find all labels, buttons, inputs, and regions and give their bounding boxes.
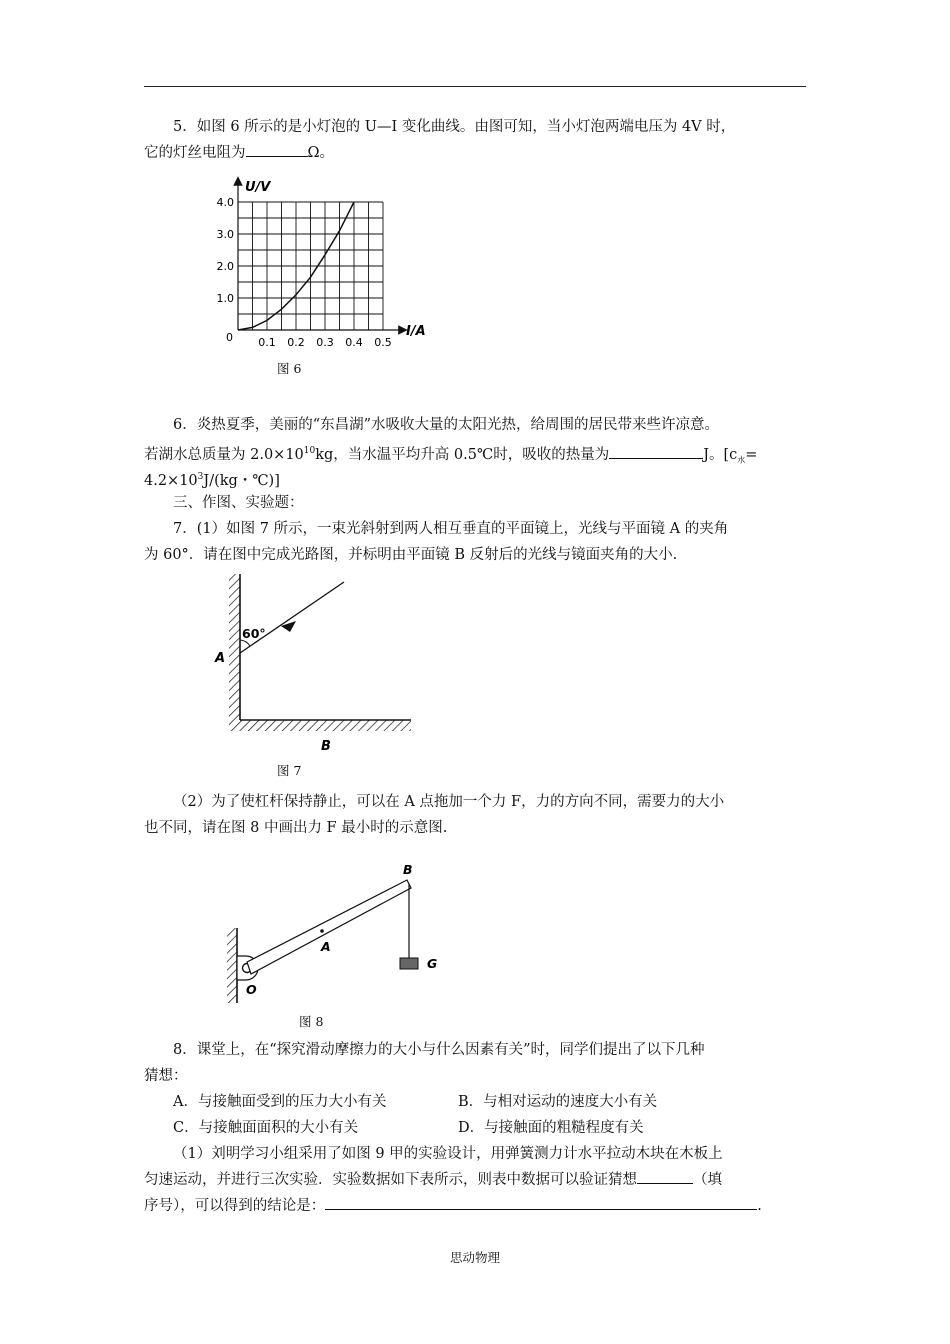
q8-p1-line3: [144, 1193, 806, 1219]
y-tick-label: 3.0: [216, 228, 234, 241]
q6-line2-sup: 10: [303, 446, 316, 456]
y-axis-label: U/V: [245, 180, 271, 195]
wall-hatch: [227, 928, 237, 1003]
q6-line2-post: J。[c: [703, 446, 738, 463]
y-tick-label: 2.0: [216, 260, 234, 273]
mirror-b-hatch: [229, 720, 411, 731]
x-tick-label: 0.5: [374, 336, 392, 349]
q8-p1-line3-pre: 序号），可以得到的结论是：: [144, 1198, 326, 1214]
label-a: A: [321, 939, 331, 954]
q8-conclusion-blank[interactable]: [325, 1194, 757, 1210]
q5-line2-post: Ω。: [307, 145, 335, 161]
mirror-a-label: A: [215, 651, 226, 666]
lever-bar: [247, 880, 411, 974]
angle-label: 60°: [242, 626, 266, 641]
option-b: B．与相对运动的速度大小有关: [458, 1094, 658, 1110]
section3-heading: 三、作图、实验题：: [173, 495, 304, 511]
q8-line2: 猜想：: [144, 1068, 188, 1084]
q7-2-line2: 也不同，请在图 8 中画出力 F 最小时的示意图.: [144, 820, 448, 836]
option-a: A．与接触面受到的压力大小有关: [173, 1094, 387, 1110]
q5-line2-pre: 它的灯丝电阻为: [144, 145, 246, 161]
chart-grid: [238, 202, 383, 330]
fig7-mirrors: [205, 570, 425, 755]
label-g: G: [427, 956, 438, 971]
y-tick-label: 1.0: [216, 292, 234, 305]
option-d: D．与接触面的粗糙程度有关: [458, 1120, 644, 1136]
q6-line2-pre: 若湖水总质量为 2.0×10: [144, 446, 304, 463]
point-a: [320, 929, 324, 933]
q7-2-line1: （2）为了使杠杆保持静止，可以在 A 点拖加一个力 F，力的方向不同，需要力的大小: [173, 794, 725, 810]
y-tick-label: 4.0: [216, 196, 234, 209]
origin-label: 0: [226, 331, 233, 344]
q8-p1-line1: （1）刘明学习小组采用了如图 9 甲的实验设计，用弹簧测力计水平拉动木块在木板上: [173, 1146, 723, 1162]
q6-line2-sub: 水: [737, 455, 746, 465]
option-c: C．与接触面面积的大小有关: [173, 1120, 359, 1136]
q5-line2: [144, 140, 806, 166]
q6-answer-blank[interactable]: [609, 443, 703, 459]
q5-line1: 5．如图 6 所示的是小灯泡的 U—I 变化曲线。由图可知，当小灯泡两端电压为 4V 时，: [173, 119, 736, 135]
q6-line1: 6．炎热夏季，美丽的“东昌湖”水吸收大量的太阳光热，给周围的居民带来些许凉意。: [173, 417, 720, 433]
q5-answer-blank[interactable]: [246, 141, 308, 157]
label-b: B: [403, 862, 413, 877]
q8-line1: 8．课堂上，在“探究滑动摩擦力的大小与什么因素有关”时，同学们提出了以下几种: [173, 1042, 705, 1058]
fig6-caption: 图 6: [277, 361, 302, 376]
label-o: O: [246, 982, 257, 997]
q7-line1: 7．(1）如图 7 所示，一束光斜射到两人相互垂直的平面镜上，光线与平面镜 A 的夹角: [173, 521, 729, 537]
fig8-lever: [220, 858, 460, 1008]
fig8-caption: 图 8: [299, 1014, 324, 1029]
q6-line3-post: J/(kg・℃)]: [203, 472, 280, 489]
q8-p1-line2-post: （填: [693, 1172, 722, 1188]
light-ray: [240, 582, 344, 653]
q7-line2: 为 60°．请在图中完成光路图，并标明由平面镜 B 反射后的光线与镜面夹角的大小.: [144, 547, 678, 563]
q8-p1-line2-pre: 匀速运动，并进行三次实验．实验数据如下表所示，则表中数据可以验证猜想: [144, 1172, 637, 1188]
x-axis-label: I/A: [406, 324, 426, 339]
page-footer: 思动物理: [449, 1250, 500, 1265]
q6-line2-mid: kg，当水温平均升高 0.5℃时，吸收的热量为: [315, 446, 610, 463]
q8-p1-line3-post: .: [757, 1198, 762, 1214]
weight-g: [400, 958, 418, 969]
q6-line3-pre: 4.2×10: [144, 472, 198, 489]
x-tick-label: 0.2: [287, 336, 305, 349]
q8-p1-line2: [144, 1167, 806, 1193]
q8-guess-blank[interactable]: [637, 1168, 693, 1184]
q6-line3-sup: 3: [197, 472, 204, 482]
q6-line2-end: =: [745, 446, 758, 463]
mirror-b-label: B: [321, 739, 331, 754]
ray-arrow: [281, 621, 296, 632]
header-rule: [144, 86, 806, 87]
fig7-caption: 图 7: [277, 763, 302, 778]
fig6-ui-chart: [205, 175, 445, 355]
x-tick-label: 0.1: [258, 336, 276, 349]
x-tick-label: 0.3: [316, 336, 334, 349]
mirror-a-hatch: [229, 574, 240, 720]
x-tick-label: 0.4: [345, 336, 363, 349]
